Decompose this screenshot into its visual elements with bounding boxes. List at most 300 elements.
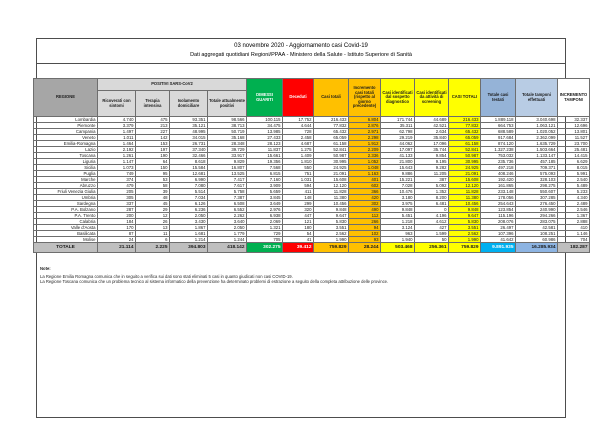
value-cell: 366 bbox=[349, 189, 381, 195]
column-header-regione: REGIONE bbox=[34, 79, 98, 117]
value-cell: 27.433 bbox=[247, 135, 283, 141]
value-cell: 664.753 bbox=[481, 123, 516, 129]
value-cell: 16.285.934 bbox=[516, 243, 558, 253]
value-cell: 50.719 bbox=[208, 129, 247, 135]
value-cell: 9.848 bbox=[381, 207, 415, 213]
value-cell: 6.236 bbox=[170, 207, 208, 213]
value-cell: 1.599 bbox=[415, 231, 449, 237]
value-cell: 192.420 bbox=[481, 177, 516, 183]
value-cell: 1.635.729 bbox=[516, 141, 558, 147]
region-cell: Veneto bbox=[34, 135, 98, 141]
value-cell: 15.608 bbox=[449, 177, 481, 183]
value-cell: 7.617 bbox=[208, 183, 247, 189]
value-cell: 200 bbox=[98, 213, 136, 219]
value-cell: 7.387 bbox=[208, 195, 247, 201]
value-cell: 874.120 bbox=[481, 141, 516, 147]
value-cell: 550.607 bbox=[516, 189, 558, 195]
column-header: CASI TOTALI bbox=[449, 79, 481, 117]
value-cell: 11.527 bbox=[558, 135, 590, 141]
value-cell: 7.568 bbox=[247, 165, 283, 171]
value-cell: 107.396 bbox=[481, 231, 516, 237]
value-cell: 77.832 bbox=[449, 123, 481, 129]
value-cell: 38.713 bbox=[208, 123, 247, 129]
value-cell: 34.475 bbox=[247, 123, 283, 129]
column-header: Deceduti bbox=[283, 79, 314, 117]
region-cell: Piemonte bbox=[34, 123, 98, 129]
value-cell: 14.415 bbox=[558, 153, 590, 159]
value-cell: 4.612 bbox=[415, 219, 449, 225]
value-cell: 283.075 bbox=[516, 219, 558, 225]
value-cell: 24 bbox=[98, 237, 136, 243]
value-cell: 1.990 bbox=[314, 237, 349, 243]
region-cell: Abruzzo bbox=[34, 183, 98, 189]
value-cell: 39.729 bbox=[208, 147, 247, 153]
note-line-2: La Regione Toscana comunica che un problema tecnico al sistema informatico della prevenzione ha determinato problemi di estrazione a seguito della completa attribuzione delle province. bbox=[40, 279, 389, 285]
column-group-positivi: POSITIVI SARS-CoV2 bbox=[98, 79, 247, 91]
region-cell: Marche bbox=[34, 177, 98, 183]
value-cell: 749 bbox=[98, 171, 136, 177]
value-cell: 3.180 bbox=[381, 195, 415, 201]
value-cell: 4.740 bbox=[98, 117, 136, 123]
value-cell: 11 bbox=[136, 231, 170, 237]
value-cell: 5.830 bbox=[449, 219, 481, 225]
value-cell: 26.731 bbox=[170, 141, 208, 147]
value-cell: 171.744 bbox=[381, 117, 415, 123]
region-cell: Emilia-Romagna bbox=[34, 141, 98, 147]
value-cell: 3.551 bbox=[314, 225, 349, 231]
value-cell: 1.031 bbox=[283, 177, 314, 183]
value-cell: 48 bbox=[136, 195, 170, 201]
value-cell: 490 bbox=[349, 207, 381, 213]
value-cell: 3.551 bbox=[449, 225, 481, 231]
region-cell: Calabria bbox=[34, 219, 98, 225]
value-cell: 418.142 bbox=[208, 243, 247, 253]
value-cell: 6.804 bbox=[349, 117, 381, 123]
value-cell: 42.581 bbox=[516, 225, 558, 231]
value-cell: 5.830 bbox=[314, 219, 349, 225]
value-cell: 10.456 bbox=[314, 201, 349, 207]
value-cell: 2.971 bbox=[349, 129, 381, 135]
value-cell: 17.097 bbox=[381, 147, 415, 153]
value-cell: 32.466 bbox=[170, 153, 208, 159]
value-cell: 11.205 bbox=[415, 171, 449, 177]
value-cell: 1.409 bbox=[283, 153, 314, 159]
value-cell: 62.798 bbox=[381, 129, 415, 135]
value-cell: 728 bbox=[283, 129, 314, 135]
value-cell: 21.091 bbox=[314, 171, 349, 177]
value-cell: 13.801 bbox=[558, 129, 590, 135]
value-cell: 205 bbox=[98, 189, 136, 195]
value-cell: 30.995 bbox=[449, 159, 481, 165]
value-cell: 5.489 bbox=[558, 183, 590, 189]
value-cell: 16.807 bbox=[208, 165, 247, 171]
value-cell: 12.696 bbox=[558, 123, 590, 129]
column-header: INCREMENTO TAMPONI bbox=[558, 79, 590, 117]
value-cell: 50.987 bbox=[314, 153, 349, 159]
value-cell: 44.689 bbox=[415, 117, 449, 123]
value-cell: 35.744 bbox=[415, 147, 449, 153]
value-cell: 917.684 bbox=[481, 135, 516, 141]
value-cell: 233.148 bbox=[481, 189, 516, 195]
value-cell: 759.829 bbox=[449, 243, 481, 253]
value-cell: 2.050 bbox=[208, 225, 247, 231]
value-cell: 23.700 bbox=[558, 141, 590, 147]
value-cell: 182.287 bbox=[558, 243, 590, 253]
region-cell: Basilicata bbox=[34, 231, 98, 237]
value-cell: 26.497 bbox=[481, 225, 516, 231]
value-cell: 64 bbox=[136, 159, 170, 165]
value-cell: 1.218 bbox=[381, 219, 415, 225]
region-cell: Molise bbox=[34, 237, 98, 243]
value-cell: 302 bbox=[349, 201, 381, 207]
covid-data-table bbox=[33, 78, 590, 253]
value-cell: 115.196 bbox=[481, 213, 516, 219]
value-cell: 479 bbox=[98, 183, 136, 189]
value-cell: 2.489 bbox=[558, 201, 590, 207]
value-cell: 1.327.238 bbox=[481, 147, 516, 153]
value-cell: 148 bbox=[283, 195, 314, 201]
value-cell: 256.361 bbox=[415, 243, 449, 253]
value-cell: 25.481 bbox=[558, 147, 590, 153]
value-cell: 447 bbox=[283, 213, 314, 219]
value-cell: 2.546 bbox=[558, 207, 590, 213]
column-header: DIMESSI GUARITI bbox=[247, 79, 283, 117]
value-cell: 729 bbox=[247, 231, 283, 237]
column-header: Casi identificati da attività di screening bbox=[415, 79, 449, 117]
value-cell: 11.837 bbox=[247, 147, 283, 153]
value-cell: 213 bbox=[136, 123, 170, 129]
value-cell: 374 bbox=[98, 177, 136, 183]
value-cell: 12 bbox=[136, 213, 170, 219]
value-cell: 550 bbox=[283, 165, 314, 171]
value-cell: 2.050 bbox=[170, 213, 208, 219]
column-header: Totale casi testati bbox=[481, 79, 516, 117]
region-cell: P.A. Bolzano bbox=[34, 207, 98, 213]
value-cell: 420 bbox=[349, 195, 381, 201]
value-cell: 1.912 bbox=[349, 141, 381, 147]
value-cell: 190 bbox=[136, 153, 170, 159]
column-header: Casi identificati dal sospetto diagnostico bbox=[381, 79, 415, 117]
value-cell: 9.647 bbox=[449, 213, 481, 219]
value-cell: 35.311 bbox=[381, 123, 415, 129]
value-cell: 39.412 bbox=[283, 243, 314, 253]
value-cell: 184 bbox=[98, 219, 136, 225]
value-cell: 28.244 bbox=[349, 243, 381, 253]
value-cell: 5.233 bbox=[558, 189, 590, 195]
value-cell: 751 bbox=[283, 171, 314, 177]
value-cell: 65.059 bbox=[449, 135, 481, 141]
value-cell: 2.634 bbox=[415, 129, 449, 135]
region-cell: Sicilia bbox=[34, 165, 98, 171]
note-line-1: La Regione Emilia Romagna comunica che in seguito a verifica sui dati sono stati eliminati 5 casi in quanto giudicati non casi COVID-19. bbox=[40, 273, 293, 279]
value-cell: 298.275 bbox=[516, 183, 558, 189]
value-cell: 1.133.147 bbox=[516, 153, 558, 159]
value-cell: 705 bbox=[247, 237, 283, 243]
value-cell: 93 bbox=[349, 237, 381, 243]
value-cell: 8.015 bbox=[558, 165, 590, 171]
value-cell: 29.219 bbox=[381, 135, 415, 141]
value-cell: 1.052 bbox=[349, 159, 381, 165]
value-cell: 94 bbox=[349, 225, 381, 231]
value-cell: 65.432 bbox=[449, 129, 481, 135]
value-cell: 709.371 bbox=[516, 165, 558, 171]
value-cell: 6.815 bbox=[247, 171, 283, 177]
value-cell: 1.073 bbox=[98, 165, 136, 171]
value-cell: 102 bbox=[349, 231, 381, 237]
value-cell: 11.380 bbox=[314, 195, 349, 201]
value-cell: 3.379 bbox=[98, 123, 136, 129]
value-cell: 30.995 bbox=[314, 159, 349, 165]
value-cell: 1.867 bbox=[170, 225, 208, 231]
value-cell: 34.015 bbox=[170, 135, 208, 141]
value-cell: 8.200 bbox=[415, 195, 449, 201]
value-cell: 254.643 bbox=[481, 201, 516, 207]
value-cell: 15.661 bbox=[247, 153, 283, 159]
value-cell: 9.891.935 bbox=[481, 243, 516, 253]
value-cell: 87 bbox=[98, 231, 136, 237]
value-cell: 17.096 bbox=[415, 141, 449, 147]
table-header bbox=[34, 79, 590, 117]
value-cell: 60.986 bbox=[516, 237, 558, 243]
value-cell: 4.687 bbox=[283, 141, 314, 147]
value-cell: 100.115 bbox=[247, 117, 283, 123]
value-cell: 1.020.052 bbox=[516, 129, 558, 135]
value-cell: 7.028 bbox=[381, 183, 415, 189]
value-cell: 15.221 bbox=[381, 177, 415, 183]
value-cell: 35.840 bbox=[415, 135, 449, 141]
column-header: Casi totali bbox=[314, 79, 349, 117]
value-cell: 497.218 bbox=[481, 165, 516, 171]
value-cell: 328.103 bbox=[516, 177, 558, 183]
value-cell: 4.196 bbox=[415, 213, 449, 219]
value-cell: 7.034 bbox=[170, 195, 208, 201]
value-cell: 123.854 bbox=[481, 207, 516, 213]
value-cell: 9.282 bbox=[415, 165, 449, 171]
value-cell: 7.417 bbox=[208, 177, 247, 183]
value-cell: 12.681 bbox=[170, 171, 208, 177]
value-cell: 1.352 bbox=[415, 189, 449, 195]
value-cell: 2.209 bbox=[349, 147, 381, 153]
value-cell: 42.521 bbox=[415, 123, 449, 129]
value-cell: 6.990 bbox=[170, 177, 208, 183]
value-cell: 95 bbox=[136, 171, 170, 177]
region-cell: P.A. Trento bbox=[34, 213, 98, 219]
region-cell: Lazio bbox=[34, 147, 98, 153]
value-cell: 26 bbox=[136, 219, 170, 225]
value-cell: 2.069 bbox=[247, 219, 283, 225]
value-cell: 1.779 bbox=[208, 231, 247, 237]
value-cell: 575.093 bbox=[516, 171, 558, 177]
value-cell: 24.925 bbox=[449, 165, 481, 171]
value-cell: 10.456 bbox=[449, 201, 481, 207]
value-cell: 12.120 bbox=[314, 183, 349, 189]
value-cell: 48.995 bbox=[170, 129, 208, 135]
value-cell: 2.262 bbox=[208, 213, 247, 219]
value-cell: 32.337 bbox=[558, 117, 590, 123]
value-cell: 503.468 bbox=[381, 243, 415, 253]
value-cell: 9.848 bbox=[449, 207, 481, 213]
value-cell: 6.552 bbox=[208, 207, 247, 213]
column-header: Ricoverati con sintomi bbox=[98, 91, 136, 117]
value-cell: 2.192 bbox=[98, 147, 136, 153]
value-cell: 963 bbox=[381, 231, 415, 237]
value-cell: 4.644 bbox=[283, 123, 314, 129]
value-cell: 161.865 bbox=[481, 183, 516, 189]
value-cell: 6 bbox=[136, 237, 170, 243]
value-cell: 3.124 bbox=[381, 225, 415, 231]
value-cell: 9.647 bbox=[314, 213, 349, 219]
value-cell: 6.126 bbox=[170, 201, 208, 207]
value-cell: 41.642 bbox=[481, 237, 516, 243]
value-cell: 153 bbox=[136, 141, 170, 147]
value-cell: 28.123 bbox=[247, 141, 283, 147]
value-cell: 2.888 bbox=[558, 219, 590, 225]
value-cell: 337 bbox=[98, 201, 136, 207]
value-cell: 53 bbox=[136, 177, 170, 183]
value-cell: 5.659 bbox=[247, 189, 283, 195]
value-cell: 475 bbox=[136, 117, 170, 123]
total-row bbox=[34, 243, 590, 253]
value-cell: 5.514 bbox=[170, 189, 208, 195]
value-cell: 121 bbox=[283, 219, 314, 225]
value-cell: 8.618 bbox=[170, 159, 208, 165]
value-cell: 1.889.118 bbox=[481, 117, 516, 123]
value-cell: 13.525 bbox=[208, 171, 247, 177]
value-cell: 178.056 bbox=[481, 195, 516, 201]
value-cell: 2.562 bbox=[314, 231, 349, 237]
value-cell: 9.848 bbox=[314, 207, 349, 213]
value-cell: 5.092 bbox=[415, 183, 449, 189]
value-cell: 150 bbox=[136, 165, 170, 171]
value-cell: 759.829 bbox=[314, 243, 349, 253]
value-cell: 227 bbox=[136, 129, 170, 135]
value-cell: 410 bbox=[558, 225, 590, 231]
value-cell: 3.909 bbox=[247, 183, 283, 189]
value-cell: 1.810 bbox=[283, 159, 314, 165]
value-cell: 39 bbox=[136, 189, 170, 195]
value-cell: 3.040.698 bbox=[516, 117, 558, 123]
value-cell: 1.940 bbox=[381, 237, 415, 243]
column-header: Incremento casi totali (rispetto al giorno precedente) bbox=[349, 79, 381, 117]
value-cell: 41.133 bbox=[381, 153, 415, 159]
value-cell: 411 bbox=[283, 189, 314, 195]
value-cell: 1.011 bbox=[98, 135, 136, 141]
value-cell: 688.589 bbox=[481, 129, 516, 135]
region-cell: TOTALE bbox=[34, 243, 98, 253]
value-cell: 197 bbox=[136, 147, 170, 153]
value-cell: 6.938 bbox=[247, 213, 283, 219]
value-cell: 408.246 bbox=[481, 171, 516, 177]
region-cell: Umbria bbox=[34, 195, 98, 201]
value-cell: 50.987 bbox=[449, 153, 481, 159]
footnotes bbox=[40, 266, 560, 285]
value-cell: 58 bbox=[136, 183, 170, 189]
value-cell: 602 bbox=[349, 183, 381, 189]
value-cell: 65.432 bbox=[314, 129, 349, 135]
region-cell: Valle d'Aosta bbox=[34, 225, 98, 231]
value-cell: 1.367 bbox=[558, 213, 590, 219]
value-cell: 170 bbox=[98, 225, 136, 231]
value-cell: 15.584 bbox=[170, 165, 208, 171]
value-cell: 753.032 bbox=[481, 153, 516, 159]
value-cell: 387 bbox=[415, 177, 449, 183]
value-cell: 3.430 bbox=[170, 219, 208, 225]
value-cell: 2.298 bbox=[349, 135, 381, 141]
column-header: Totale tamponi effettuati bbox=[516, 79, 558, 117]
value-cell: 216.433 bbox=[449, 117, 481, 123]
value-cell: 287 bbox=[98, 207, 136, 213]
value-cell: 1.048 bbox=[349, 165, 381, 171]
value-cell: 1.147 bbox=[98, 159, 136, 165]
value-cell: 1.681 bbox=[170, 231, 208, 237]
value-cell: 4.340 bbox=[558, 195, 590, 201]
value-cell: 21.800 bbox=[381, 159, 415, 165]
column-header: Terapia intensiva bbox=[136, 91, 170, 117]
value-cell: 37.340 bbox=[170, 147, 208, 153]
value-cell: 11.380 bbox=[449, 195, 481, 201]
value-cell: 1.275 bbox=[283, 147, 314, 153]
value-cell: 1.214 bbox=[170, 237, 208, 243]
value-cell: 2.976 bbox=[247, 207, 283, 213]
notes-label: Note: bbox=[40, 266, 51, 271]
value-cell: 12.120 bbox=[449, 183, 481, 189]
region-cell: Puglia bbox=[34, 171, 98, 177]
value-cell: 235.736 bbox=[481, 159, 516, 165]
value-cell: 11.828 bbox=[449, 189, 481, 195]
value-cell: 41 bbox=[283, 237, 314, 243]
value-cell: 17.752 bbox=[283, 117, 314, 123]
value-cell: 457.185 bbox=[516, 159, 558, 165]
value-cell: 305 bbox=[98, 195, 136, 201]
value-cell: 3.640 bbox=[208, 219, 247, 225]
value-cell: 180 bbox=[283, 225, 314, 231]
value-cell: 9.195 bbox=[415, 159, 449, 165]
table-body bbox=[34, 117, 590, 253]
value-cell: 394.803 bbox=[170, 243, 208, 253]
value-cell: 208.076 bbox=[481, 219, 516, 225]
value-cell: 13 bbox=[136, 225, 170, 231]
report-title-box bbox=[36, 38, 566, 64]
value-cell: 427 bbox=[415, 225, 449, 231]
value-cell: 6.629 bbox=[558, 159, 590, 165]
value-cell: 24.925 bbox=[314, 165, 349, 171]
value-cell: 15.643 bbox=[381, 165, 415, 171]
value-cell: 2.540 bbox=[558, 177, 590, 183]
column-header: Totale attualmente positivi bbox=[208, 91, 247, 117]
value-cell: 108.251 bbox=[516, 231, 558, 237]
value-cell: 6.481 bbox=[415, 201, 449, 207]
value-cell: 1.497 bbox=[98, 129, 136, 135]
value-cell: 13.985 bbox=[247, 129, 283, 135]
value-cell: 1.321 bbox=[247, 225, 283, 231]
value-cell: 44.062 bbox=[381, 141, 415, 147]
value-cell: 35.121 bbox=[170, 123, 208, 129]
value-cell: 1.063.121 bbox=[516, 123, 558, 129]
value-cell: 320 bbox=[283, 207, 314, 213]
value-cell: 401 bbox=[349, 177, 381, 183]
value-cell: 9.854 bbox=[415, 153, 449, 159]
value-cell: 33.917 bbox=[208, 153, 247, 159]
region-cell: Campania bbox=[34, 129, 98, 135]
value-cell: 2.458 bbox=[283, 135, 314, 141]
region-cell: Friuli Venezia Giulia bbox=[34, 189, 98, 195]
value-cell: 1.503.664 bbox=[516, 147, 558, 153]
value-cell: 5.991 bbox=[558, 171, 590, 177]
value-cell: 1.244 bbox=[208, 237, 247, 243]
value-cell: 302.275 bbox=[247, 243, 283, 253]
value-cell: 98.566 bbox=[208, 117, 247, 123]
value-cell: 28.348 bbox=[208, 141, 247, 147]
